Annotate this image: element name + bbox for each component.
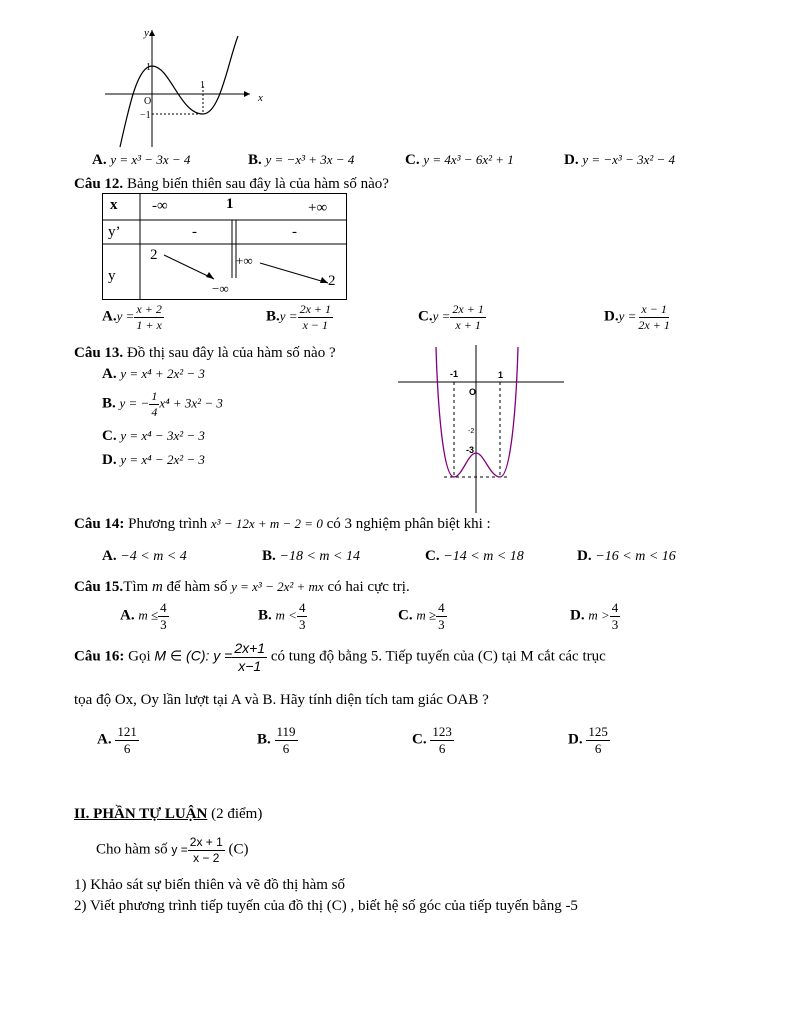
part2-heading-line: II. PHẦN TỰ LUẬN (2 điểm) — [74, 806, 263, 822]
q16-question-line2: tọa độ Ox, Oy lần lượt tại A và B. Hãy tính diện tích tam giác OAB ? — [74, 692, 489, 708]
part2-item-1: 1) Khảo sát sự biến thiên và vẽ đồ thị hàm số — [74, 877, 345, 893]
table-x-one: 1 — [226, 196, 234, 212]
q14-option-c[interactable]: C. −14 < m < 18 — [425, 548, 524, 564]
q12-option-b[interactable]: B.y = $\frac{2x + 1}{x - 1}$ — [266, 302, 331, 332]
q11-option-c[interactable]: C. y = 4x³ − 6x² + 1 — [405, 152, 514, 168]
table-y-left-top: 2 — [150, 247, 158, 263]
part2-heading: II. PHẦN TỰ LUẬN — [74, 806, 208, 822]
q16-question: Câu 16: Gọi M ∈ (C): y = $\frac{2x+1}{x-1}$ có tung độ bằng 5. Tiếp tuyến của (C) tại M cắt các trục — [74, 640, 606, 674]
q15-option-c[interactable]: C. m ≥ $\frac{4}{3}$ — [398, 600, 445, 632]
q12-question: Câu 12. Bảng biến thiên sau đây là của hàm số nào? — [74, 176, 389, 192]
cubic-curve — [120, 36, 238, 147]
q16-option-c[interactable]: C. $\frac{123}{6}$ — [412, 724, 452, 756]
minus-three-label: -3 — [466, 445, 475, 455]
quartic-curve — [436, 347, 518, 477]
variation-table — [102, 193, 347, 300]
table-yp-left: - — [192, 224, 197, 240]
table-neg-inf: -∞ — [152, 198, 168, 214]
cubic-graph — [100, 22, 270, 152]
q12-option-c[interactable]: C.y = $\frac{2x + 1}{x + 1}$ — [418, 302, 484, 332]
q13-option-c[interactable]: C. y = x⁴ − 3x² − 3 — [102, 428, 205, 444]
table-yp-head: y’ — [108, 224, 121, 240]
q15-question: Câu 15.Tìm m để hàm số y = x³ − 2x² + mx có hai cực trị. — [74, 579, 410, 595]
q16-option-d[interactable]: D. $\frac{125}{6}$ — [568, 724, 608, 756]
x-one-label: 1 — [200, 80, 205, 91]
q11-option-b[interactable]: B. y = −x³ + 3x − 4 — [248, 152, 355, 168]
table-y-head: y — [108, 268, 116, 284]
table-y-neg-inf: −∞ — [212, 281, 229, 296]
q11-option-a[interactable]: A. y = x³ − 3x − 4 — [92, 152, 191, 168]
q13-option-d[interactable]: D. y = x⁴ − 2x² − 3 — [102, 452, 205, 468]
table-y-pos-inf: +∞ — [236, 253, 253, 268]
q15-option-d[interactable]: D. m > $\frac{4}{3}$ — [570, 600, 619, 632]
table-yp-right: - — [292, 224, 297, 240]
y-one-label: 1 — [146, 62, 151, 73]
q15-option-b[interactable]: B. m < $\frac{4}{3}$ — [258, 600, 306, 632]
one-label: 1 — [498, 370, 504, 380]
q14-option-d[interactable]: D. −16 < m < 16 — [577, 548, 676, 564]
y-axis-label: y — [144, 27, 149, 39]
q16-option-b[interactable]: B. $\frac{119}{6}$ — [257, 724, 296, 756]
part2-item-2: 2) Viết phương trình tiếp tuyến của đồ thị (C) , biết hệ số góc của tiếp tuyến bằng -5 — [74, 898, 578, 914]
q13-option-a[interactable]: A. y = x⁴ + 2x² − 3 — [102, 366, 205, 382]
neg-one-label: -1 — [450, 369, 459, 379]
minus-one-label: −1 — [140, 110, 151, 121]
quartic-graph — [398, 345, 568, 515]
q14-option-b[interactable]: B. −18 < m < 14 — [262, 548, 360, 564]
minus-two-label: -2 — [468, 428, 475, 435]
part2-intro: Cho hàm số y = $\frac{2x + 1}{x - 2}$ (C) — [96, 835, 249, 865]
origin-label: O — [144, 96, 152, 107]
q13-option-b[interactable]: B. y = − $\frac{1}{4}$ x⁴ + 3x² − 3 — [102, 389, 223, 419]
table-pos-inf: +∞ — [308, 200, 328, 216]
q13-question: Câu 13. Đồ thị sau đây là của hàm số nào ? — [74, 345, 336, 361]
q14-option-a[interactable]: A. −4 < m < 4 — [102, 548, 187, 564]
table-y-right-bottom: 2 — [328, 273, 336, 289]
q16-option-a[interactable]: A. $\frac{121}{6}$ — [97, 724, 137, 756]
table-x-head: x — [110, 197, 118, 213]
q12-option-d[interactable]: D.y = $\frac{x - 1}{2x + 1}$ — [604, 302, 670, 332]
origin-label: O — [469, 387, 477, 397]
q15-option-a[interactable]: A. m ≤ $\frac{4}{3}$ — [120, 600, 167, 632]
q12-option-a[interactable]: A.y = $\frac{x + 2}{1 + x}$ — [102, 302, 162, 332]
x-axis-label: x — [258, 92, 263, 104]
q11-option-d[interactable]: D. y = −x³ − 3x² − 4 — [564, 152, 676, 168]
q14-question: Câu 14: Phương trình x³ − 12x + m − 2 = 0 có 3 nghiệm phân biệt khi : — [74, 516, 491, 532]
